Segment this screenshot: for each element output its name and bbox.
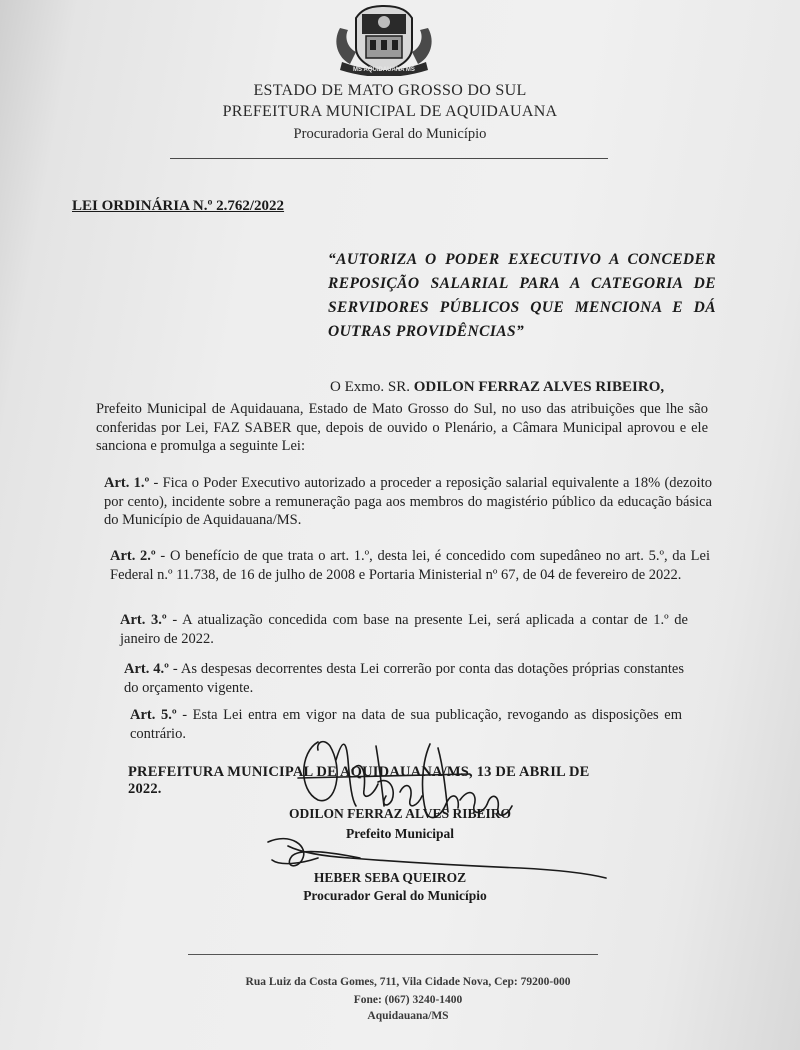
article-2-text: - O benefício de que trata o art. 1.º, desta lei, é concedido com supedâneo no art. 5.º, da Lei Federal n.º 11.738, de 16 de julho de 2008 e Portaria Ministerial nº 67, de 04 de fevereiro de 2022.	[110, 548, 710, 583]
closing-dateline: PREFEITURA MUNICIPAL DE AQUIDAUANA/MS, 13 DE ABRIL DE 2022.	[128, 764, 590, 797]
article-1	[104, 474, 712, 530]
article-4-label: Art. 4.º	[124, 661, 169, 677]
article-5-text: - Esta Lei entra em vigor na data de sua publicação, revogando as disposições em contrário.	[130, 707, 682, 742]
article-4	[124, 660, 684, 697]
header-divider	[170, 158, 608, 159]
header-office: Procuradoria Geral do Município	[293, 126, 487, 142]
preamble-lead: O Exmo. SR.	[330, 379, 411, 395]
article-5	[130, 706, 682, 743]
footer-phone: Fone: (067) 3240-1400	[353, 994, 463, 1006]
crest-motto: MS AQUIDAUANA MS	[353, 67, 415, 73]
mayor-signature-name: ODILON FERRAZ ALVES RIBEIRO	[289, 806, 511, 821]
header-city-hall: PREFEITURA MUNICIPAL DE AQUIDAUANA	[222, 103, 558, 120]
mayor-signature-role: Prefeito Municipal	[345, 826, 455, 841]
article-2-label: Art. 2.º	[110, 548, 156, 564]
article-2	[110, 547, 710, 584]
footer-address: Rua Luiz da Costa Gomes, 711, Vila Cidade Nova, Cep: 79200-000	[245, 976, 571, 988]
municipal-crest-icon	[326, 2, 442, 76]
article-1-text: - Fica o Poder Executivo autorizado a proceder a reposição salarial equivalente a 18% (dezoito por cento), incidente sobre a remuneração paga aos membros do magistério público da educação básica do Município de Aquidauana/MS.	[104, 475, 712, 528]
article-3-label: Art. 3.º	[120, 612, 167, 628]
article-3-text: - A atualização concedida com base na presente Lei, será aplicada a contar de 1.º de janeiro de 2022.	[120, 612, 688, 647]
law-number: LEI ORDINÁRIA N.º 2.762/2022	[72, 198, 285, 214]
footer-city: Aquidauana/MS	[367, 1010, 449, 1022]
preamble-text: Prefeito Municipal de Aquidauana, Estado de Mato Grosso do Sul, no uso das atribuições que lhe são conferidas por Lei, FAZ SABER que, depois de ouvido o Plenário, a Câmara Municipal aprovou e ele sanciona e promulga a seguinte Lei:	[96, 401, 708, 454]
article-3	[120, 611, 688, 648]
law-ementa: “AUTORIZA O PODER EXECUTIVO A CONCEDER REPOSIÇÃO SALARIAL PARA A CATEGORIA DE SERVIDORES PÚBLICOS QUE MENCIONA E DÁ OUTRAS PROVIDÊNCIAS”	[328, 251, 716, 340]
footer-divider	[188, 954, 598, 955]
preamble-lead-line	[330, 378, 710, 397]
attorney-signature-name: HEBER SEBA QUEIROZ	[313, 870, 467, 885]
attorney-signature-role: Procurador Geral do Município	[303, 888, 487, 903]
header-state: ESTADO DE MATO GROSSO DO SUL	[253, 82, 527, 99]
preamble-mayor-name: ODILON FERRAZ ALVES RIBEIRO,	[413, 379, 665, 395]
article-4-text: - As despesas decorrentes desta Lei correrão por conta das dotações próprias constantes do orçamento vigente.	[124, 661, 684, 696]
article-5-label: Art. 5.º	[130, 707, 177, 723]
article-1-label: Art. 1.º	[104, 475, 150, 491]
